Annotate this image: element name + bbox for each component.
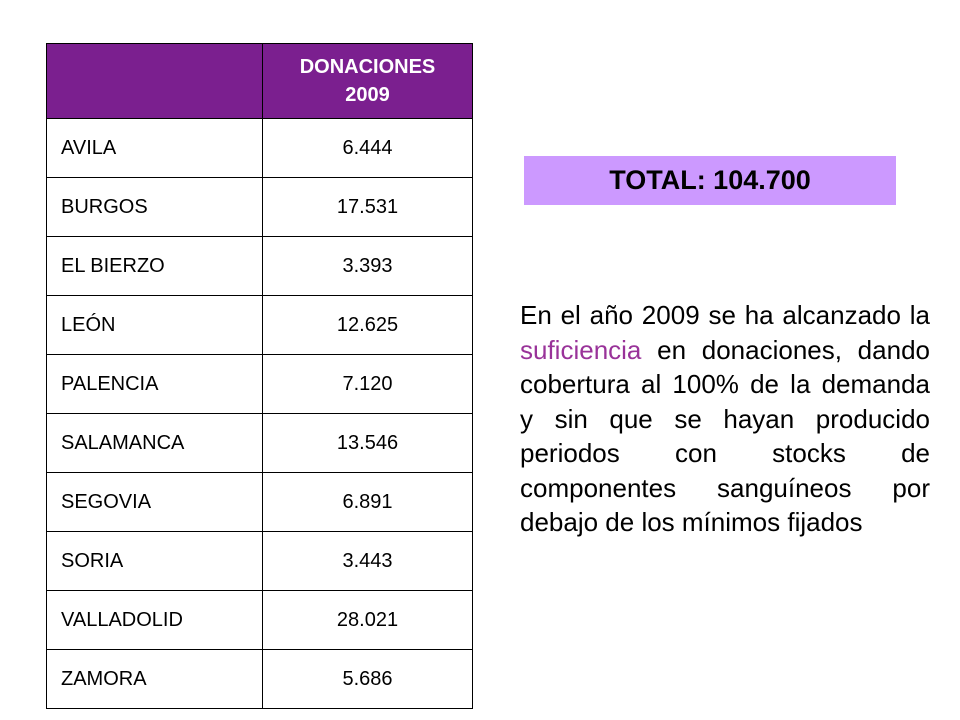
donations-value-cell: 17.531 [263,178,473,237]
donations-value-cell: 28.021 [263,591,473,650]
province-cell: EL BIERZO [47,237,263,296]
header-donaciones-2009 [263,44,473,119]
donations-value-cell: 13.546 [263,414,473,473]
table-row [47,355,473,414]
table-row [47,650,473,709]
header-empty-cell [47,44,263,119]
province-cell: SORIA [47,532,263,591]
table-row [47,119,473,178]
province-cell: PALENCIA [47,355,263,414]
donations-value-cell: 7.120 [263,355,473,414]
table-row [47,414,473,473]
province-cell: SEGOVIA [47,473,263,532]
summary-paragraph [520,298,930,540]
donations-value-cell: 6.444 [263,119,473,178]
donations-value-cell: 12.625 [263,296,473,355]
table-row [47,178,473,237]
table-header-row [47,44,473,119]
province-cell: VALLADOLID [47,591,263,650]
province-cell: BURGOS [47,178,263,237]
table-row [47,591,473,650]
table-row [47,532,473,591]
table-row [47,237,473,296]
summary-text-part2: en donaciones, dando cobertura al 100% de la demanda y sin que se hayan producido periodos con stocks de componentes sanguíneos por debajo de los mínimos fijados [520,334,930,537]
header-title-line2: 2009 [345,84,390,106]
header-title-line1: DONACIONES [299,56,436,78]
province-cell: SALAMANCA [47,414,263,473]
total-box [524,156,896,205]
donations-value-cell: 3.393 [263,237,473,296]
total-label: TOTAL: 104.700 [609,165,811,195]
donations-value-cell: 3.443 [263,532,473,591]
table-row [47,473,473,532]
province-cell: LEÓN [47,296,263,355]
province-cell: ZAMORA [47,650,263,709]
donations-table [46,43,473,709]
province-cell: AVILA [47,119,263,178]
summary-text-part1: En el año 2009 se ha alcanzado la [520,300,930,330]
donations-value-cell: 5.686 [263,650,473,709]
donations-value-cell: 6.891 [263,473,473,532]
table-row [47,296,473,355]
summary-highlight-word: suficiencia [520,334,642,365]
